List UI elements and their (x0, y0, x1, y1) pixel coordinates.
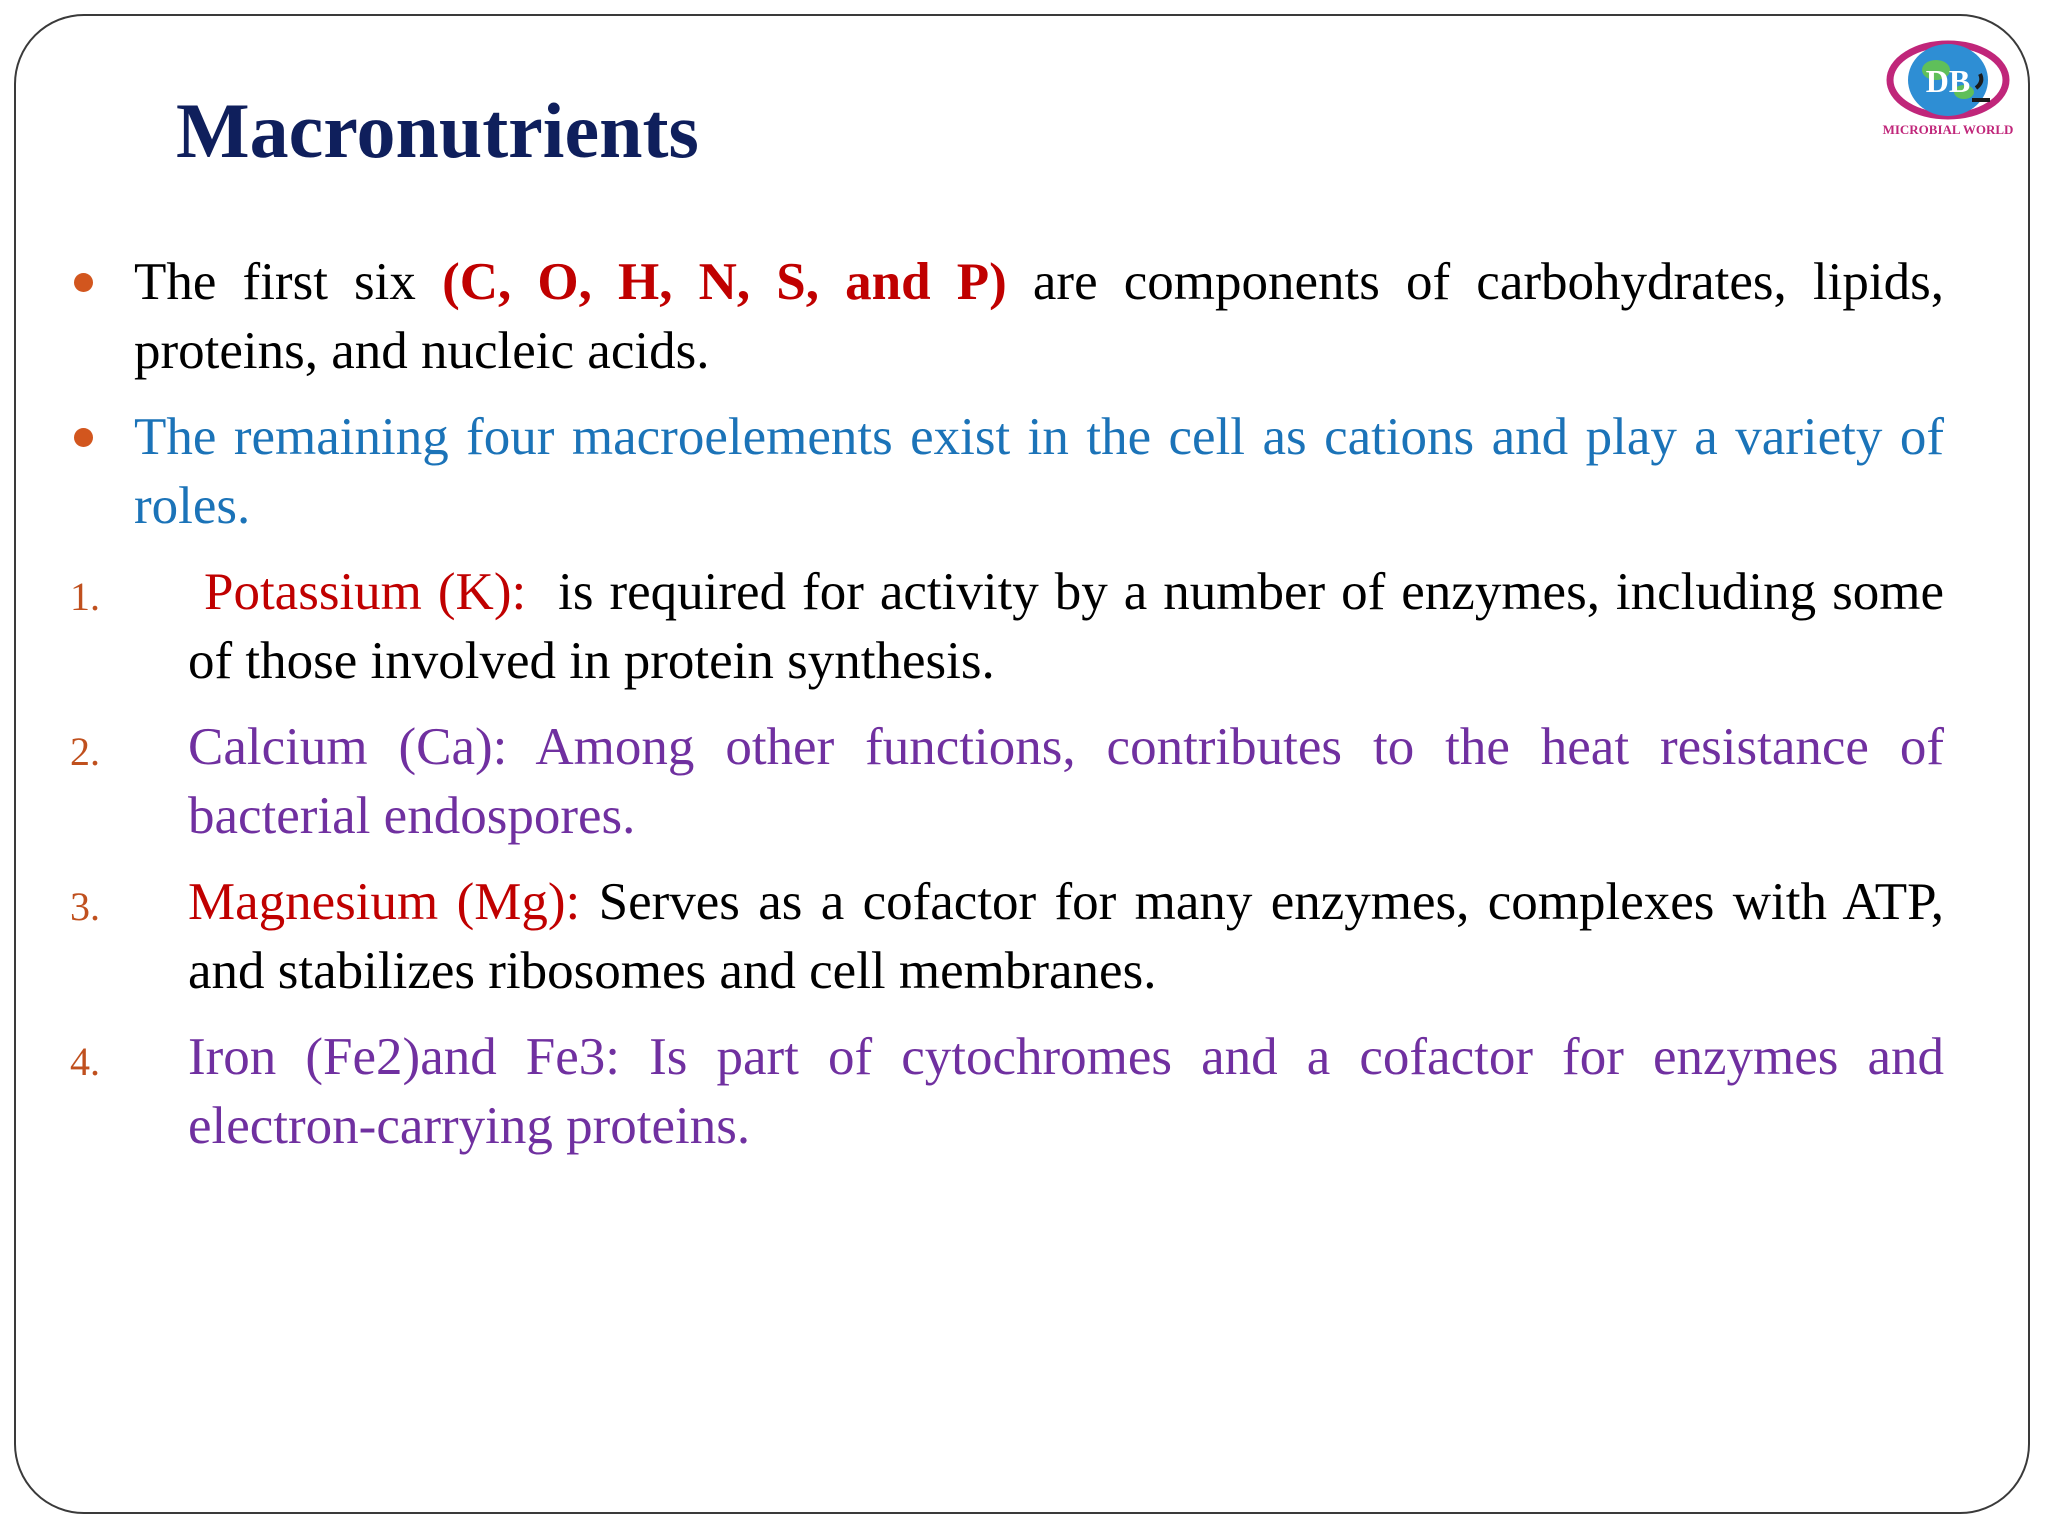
item-label: Magnesium (Mg): (188, 873, 581, 931)
bullet-text-pre: The first six (134, 253, 443, 311)
logo-letters: DB (1925, 63, 1971, 99)
element-list-highlight: (C, O, H, N, S, and P) (442, 253, 1007, 311)
slide-body (60, 248, 1958, 1178)
item-number: 4. (70, 1039, 100, 1084)
numbered-item-magnesium (60, 868, 1944, 1006)
item-text: Among other functions, contributes to the heat resistance of bacterial endospores. (188, 718, 1944, 845)
item-text: is required for activity by a number of enzymes, including some of those involved in protein synthesis. (188, 563, 1958, 690)
bullet-item-elements (60, 248, 1944, 386)
item-number: 1. (70, 574, 100, 619)
bullet-item-macroelements (60, 403, 1944, 541)
numbered-item-iron (60, 1023, 1944, 1161)
item-number: 2. (70, 729, 100, 774)
item-text: Serves as a cofactor for many enzymes, complexes with ATP, and stabilizes ribosomes and cell membranes. (188, 873, 1944, 1000)
bullet-text: The remaining four macroelements exist in the cell as cations and play a variety of roles. (134, 408, 1944, 535)
bullet-dot-icon (74, 428, 93, 447)
logo-caption: MICROBIAL WORLD (1882, 122, 2014, 137)
numbered-item-potassium (60, 558, 1958, 696)
numbered-item-calcium (60, 713, 1944, 851)
item-text: Is part of cytochromes and a cofactor for enzymes and electron-carrying proteins. (188, 1028, 1944, 1155)
item-label: Calcium (Ca): (188, 718, 508, 776)
slide-title: Macronutrients (176, 87, 699, 174)
item-label: Iron (Fe2)and Fe3: (188, 1028, 621, 1086)
bullet-text-post: are components of carbohydrates, lipids, proteins, and nucleic acids. (134, 253, 1944, 380)
item-label: Potassium (K): (188, 563, 527, 621)
microscope-globe-logo-icon (1880, 30, 2020, 142)
item-number: 3. (70, 884, 100, 929)
bullet-dot-icon (74, 273, 93, 292)
